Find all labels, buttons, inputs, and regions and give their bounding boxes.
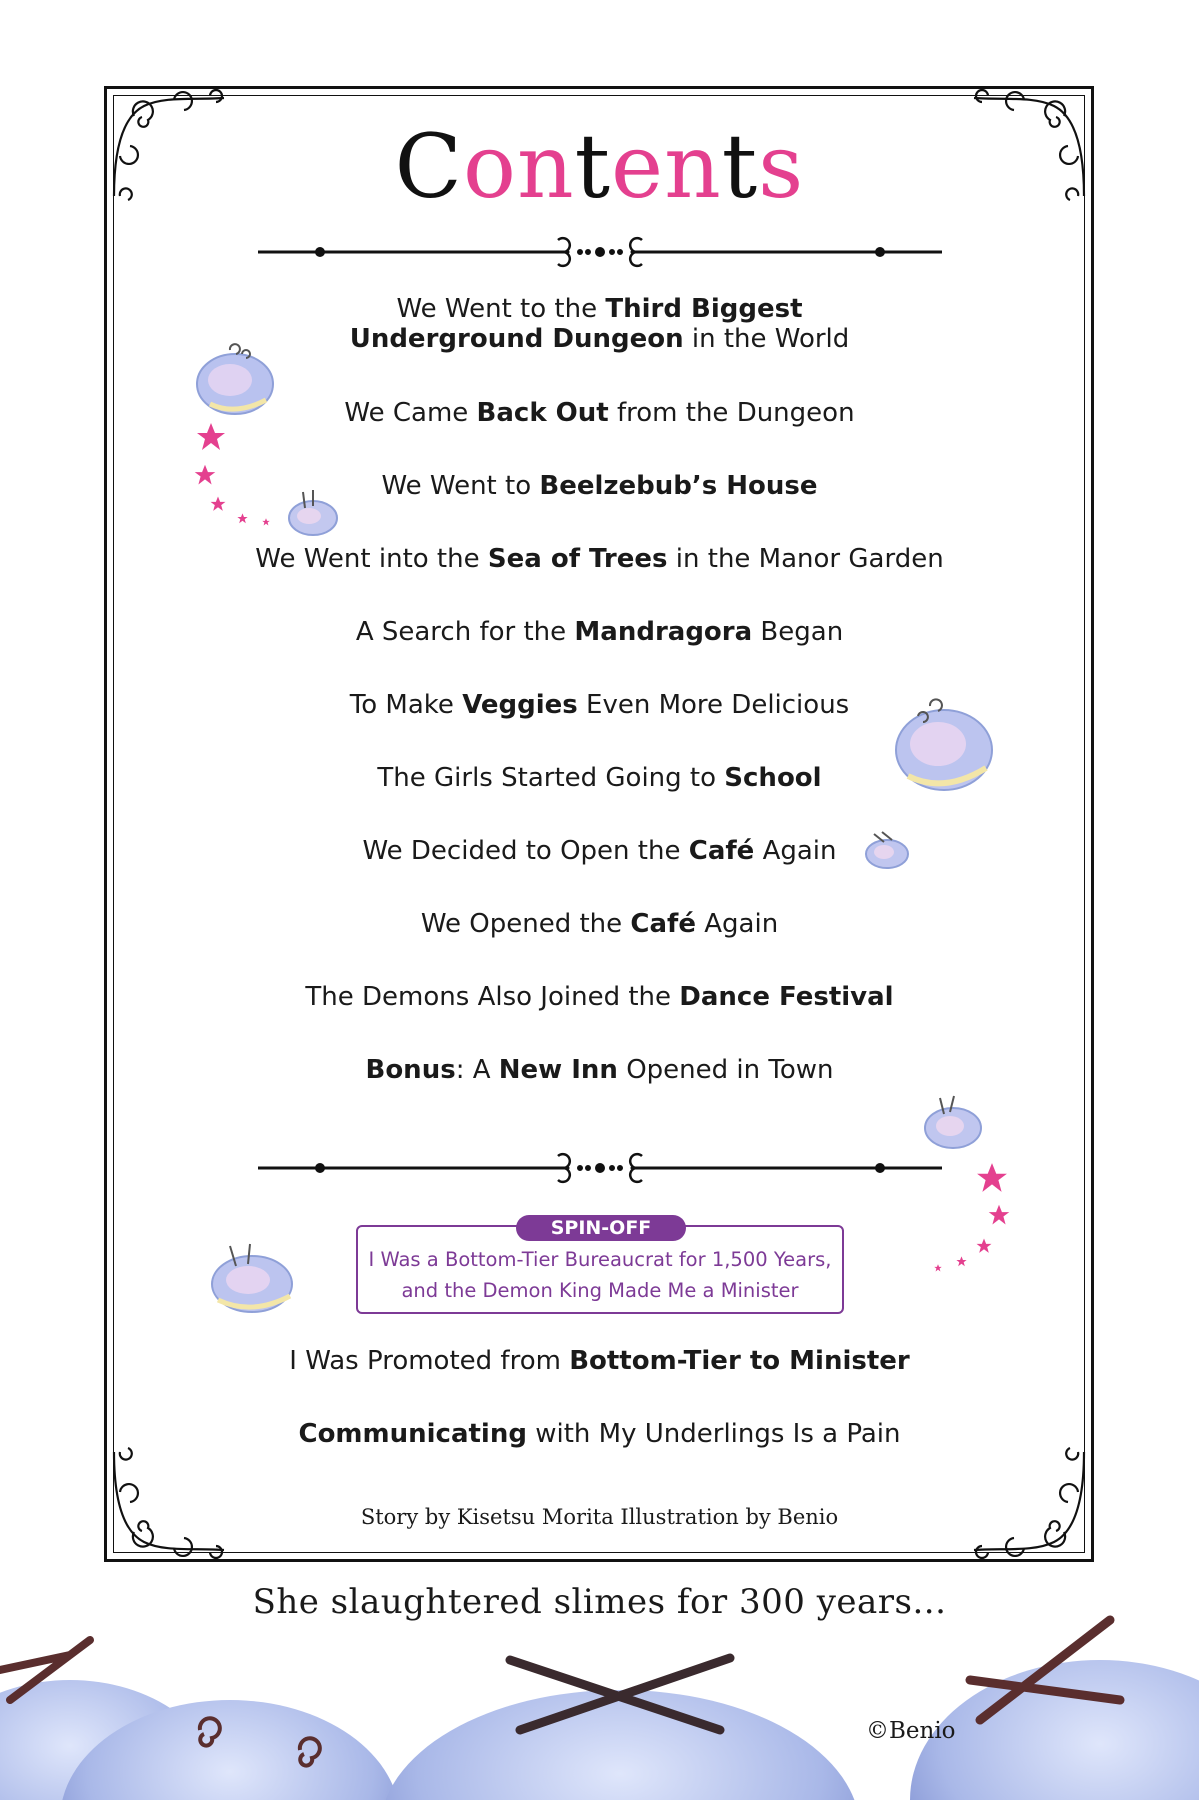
toc-entry[interactable] bbox=[0, 1419, 1199, 1449]
spinoff-title-line: and the Demon King Made Me a Minister bbox=[401, 1279, 799, 1302]
slime-icon bbox=[285, 486, 341, 538]
toc-emphasis: Bottom-Tier to Minister bbox=[569, 1346, 910, 1376]
slime-icon bbox=[204, 1238, 300, 1318]
toc-emphasis: Sea of Trees bbox=[487, 544, 668, 574]
toc-text: in the World bbox=[683, 324, 850, 354]
toc-text: We Opened the bbox=[420, 909, 631, 939]
toc-entry-line bbox=[0, 1346, 1199, 1376]
star-icon bbox=[988, 1204, 1010, 1226]
title-letter: n bbox=[516, 115, 575, 218]
toc-text: To Make bbox=[349, 690, 463, 720]
toc-text: in the Manor Garden bbox=[667, 544, 944, 574]
toc-emphasis: Dance Festival bbox=[679, 982, 894, 1012]
toc-entry-line bbox=[0, 836, 1199, 866]
toc-entry[interactable] bbox=[0, 294, 1199, 354]
slime-icon bbox=[888, 692, 1000, 796]
spinoff-title-line: I Was a Bottom-Tier Bureaucrat for 1,500 Years, bbox=[368, 1248, 832, 1271]
flourish-corner-icon bbox=[964, 1432, 1094, 1562]
copyright: ©Benio bbox=[866, 1718, 956, 1744]
toc-text: We Came bbox=[344, 398, 477, 428]
toc-entry[interactable] bbox=[0, 690, 1199, 720]
credits: Story by Kisetsu Morita Illustration by Benio bbox=[360, 1505, 839, 1529]
star-icon bbox=[210, 496, 226, 512]
toc-entry[interactable] bbox=[0, 1055, 1199, 1085]
title-letter: t bbox=[721, 115, 759, 218]
ornament-divider-icon bbox=[258, 1148, 942, 1188]
toc-entry[interactable] bbox=[0, 982, 1199, 1012]
toc-entry-line bbox=[0, 1055, 1199, 1085]
toc-text: Opened in Town bbox=[617, 1055, 834, 1085]
toc-text: Even More Delicious bbox=[577, 690, 850, 720]
toc-entry[interactable] bbox=[0, 1346, 1199, 1376]
toc-emphasis: Underground Dungeon bbox=[349, 324, 684, 354]
star-icon bbox=[196, 422, 226, 452]
toc-text: We Went to the bbox=[396, 294, 606, 324]
toc-entry-line bbox=[0, 982, 1199, 1012]
toc-emphasis: Communicating bbox=[298, 1419, 527, 1449]
toc-text: Began bbox=[752, 617, 844, 647]
title-letter: s bbox=[758, 115, 805, 218]
title-letter: C bbox=[394, 115, 463, 218]
toc-entry-line bbox=[0, 398, 1199, 428]
slime-illustration bbox=[0, 1580, 1199, 1800]
toc-text: We Went to bbox=[381, 471, 540, 501]
toc-text: The Girls Started Going to bbox=[377, 763, 725, 793]
slime-icon bbox=[920, 1090, 986, 1152]
toc-entry-line bbox=[0, 294, 1199, 324]
toc-entry-line bbox=[0, 1419, 1199, 1449]
toc-entry[interactable] bbox=[0, 471, 1199, 501]
ornament-divider-icon bbox=[258, 232, 942, 272]
star-icon bbox=[976, 1162, 1008, 1194]
toc-emphasis: Third Biggest bbox=[605, 294, 803, 324]
title-letter: e bbox=[611, 115, 665, 218]
star-icon bbox=[194, 464, 216, 486]
toc-entry[interactable] bbox=[0, 836, 1199, 866]
toc-emphasis: Beelzebub’s House bbox=[539, 471, 818, 501]
slime-icon bbox=[190, 338, 280, 418]
spinoff-badge: SPIN-OFF bbox=[516, 1215, 686, 1241]
toc-emphasis: Café bbox=[688, 836, 755, 866]
toc-entry-line bbox=[0, 617, 1199, 647]
toc-text: We Went into the bbox=[255, 544, 488, 574]
tagline: She slaughtered slimes for 300 years... bbox=[252, 1582, 947, 1622]
toc-entry[interactable] bbox=[0, 398, 1199, 428]
toc-text: : A bbox=[455, 1055, 499, 1085]
toc-emphasis: Back Out bbox=[476, 398, 609, 428]
slime-icon bbox=[862, 828, 912, 872]
toc-text: I Was Promoted from bbox=[289, 1346, 570, 1376]
page-title bbox=[0, 112, 1199, 222]
toc-emphasis: Café bbox=[630, 909, 696, 939]
toc-text: A Search for the bbox=[355, 617, 575, 647]
title-letter: o bbox=[462, 115, 517, 218]
toc-entry-line bbox=[0, 544, 1199, 574]
toc-emphasis: School bbox=[724, 763, 822, 793]
toc-text: from the Dungeon bbox=[608, 398, 855, 428]
toc-emphasis: Bonus bbox=[365, 1055, 456, 1085]
toc-text: We Decided to Open the bbox=[362, 836, 689, 866]
star-icon bbox=[237, 513, 248, 524]
toc-text: The Demons Also Joined the bbox=[305, 982, 680, 1012]
title-letter: n bbox=[664, 115, 722, 218]
star-icon bbox=[262, 518, 270, 526]
flourish-corner-icon bbox=[104, 1432, 234, 1562]
title-letter: t bbox=[574, 115, 612, 218]
toc-entry-line bbox=[0, 909, 1199, 939]
toc-text: Again bbox=[754, 836, 837, 866]
toc-entry[interactable] bbox=[0, 909, 1199, 939]
star-icon bbox=[976, 1238, 992, 1254]
toc-entry[interactable] bbox=[0, 763, 1199, 793]
toc-entry-line bbox=[0, 690, 1199, 720]
toc-entry-line bbox=[0, 763, 1199, 793]
spinoff-title bbox=[356, 1244, 844, 1306]
star-icon bbox=[956, 1256, 967, 1267]
toc-text: with My Underlings Is a Pain bbox=[526, 1419, 901, 1449]
toc-entry[interactable] bbox=[0, 544, 1199, 574]
toc-entry[interactable] bbox=[0, 617, 1199, 647]
toc-emphasis: Veggies bbox=[462, 690, 578, 720]
toc-entry-line bbox=[0, 471, 1199, 501]
toc-emphasis: New Inn bbox=[498, 1055, 618, 1085]
star-icon bbox=[934, 1264, 942, 1272]
toc-emphasis: Mandragora bbox=[574, 617, 753, 647]
toc-text: Again bbox=[695, 909, 779, 939]
toc-entry-line bbox=[0, 324, 1199, 354]
